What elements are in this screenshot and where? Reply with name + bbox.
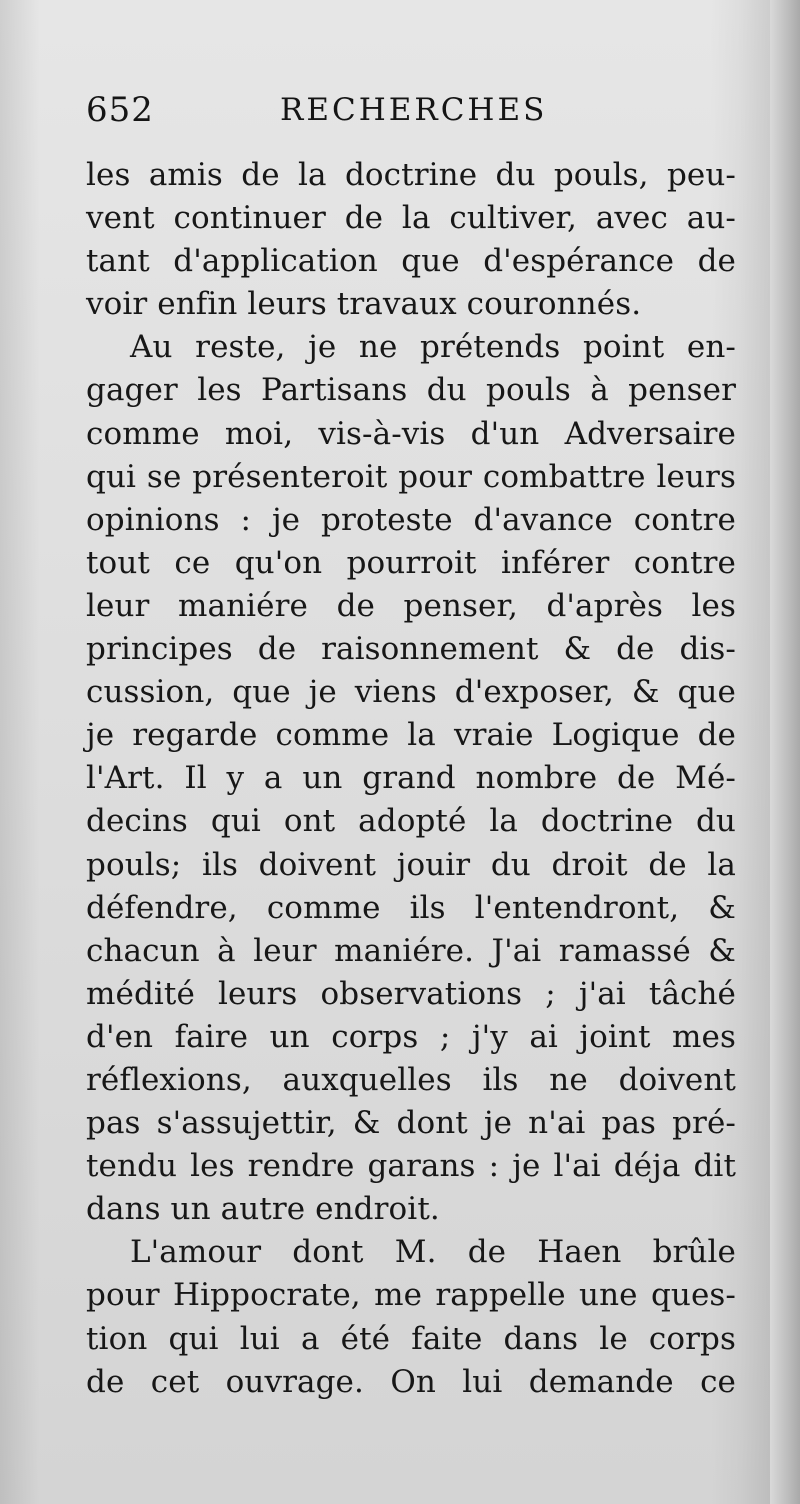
text-line: leur maniére de penser, d'après les bbox=[86, 587, 736, 624]
text-line: gager les Partisans du pouls à penser bbox=[86, 372, 736, 409]
text-line: d'en faire un corps ; j'y ai joint mes bbox=[86, 1018, 736, 1055]
text-line: tendu les rendre garans : je l'ai déja dit bbox=[86, 1148, 736, 1185]
paragraph-start-line: Au reste, je ne prétends point en- bbox=[130, 329, 736, 366]
page-gutter-shadow bbox=[770, 0, 800, 1504]
text-line: opinions : je proteste d'avance contre bbox=[86, 501, 736, 538]
text-line: qui se présenteroit pour combattre leurs bbox=[86, 458, 736, 495]
text-line: défendre, comme ils l'entendront, & bbox=[86, 889, 736, 926]
page-header bbox=[86, 88, 726, 134]
text-line: réflexions, auxquelles ils ne doivent bbox=[86, 1061, 736, 1098]
text-line: l'Art. Il y a un grand nombre de Mé- bbox=[86, 760, 736, 797]
text-line: chacun à leur maniére. J'ai ramassé & bbox=[86, 932, 736, 969]
text-line: cussion, que je viens d'exposer, & que bbox=[86, 674, 736, 711]
text-line: vent continuer de la cultiver, avec au- bbox=[86, 200, 736, 237]
text-line: voir enfin leurs travaux couronnés. bbox=[86, 286, 642, 323]
text-line: de cet ouvrage. On lui demande ce bbox=[86, 1363, 736, 1400]
text-line: tout ce qu'on pourroit inférer contre bbox=[86, 544, 736, 581]
text-line: pas s'assujettir, & dont je n'ai pas pré- bbox=[86, 1105, 736, 1142]
text-line: decins qui ont adopté la doctrine du bbox=[86, 803, 736, 840]
text-line: tion qui lui a été faite dans le corps bbox=[86, 1320, 736, 1357]
body-text bbox=[86, 154, 736, 1404]
running-title: RECHERCHES bbox=[280, 92, 548, 128]
text-line: les amis de la doctrine du pouls, peu- bbox=[86, 157, 736, 193]
text-line: je regarde comme la vraie Logique de bbox=[86, 717, 736, 754]
text-line: comme moi, vis-à-vis d'un Adversaire bbox=[86, 415, 736, 452]
text-line: médité leurs observations ; j'ai tâché bbox=[86, 975, 736, 1012]
text-line: pour Hippocrate, me rappelle une ques- bbox=[86, 1277, 736, 1314]
text-line: principes de raisonnement & de dis- bbox=[86, 631, 736, 668]
paragraph-start-line: L'amour dont M. de Haen brûle bbox=[130, 1234, 736, 1271]
text-line: pouls; ils doivent jouir du droit de la bbox=[86, 846, 736, 883]
text-line: dans un autre endroit. bbox=[86, 1191, 440, 1228]
page-number: 652 bbox=[86, 90, 154, 130]
text-line: tant d'application que d'espérance de bbox=[86, 243, 736, 280]
